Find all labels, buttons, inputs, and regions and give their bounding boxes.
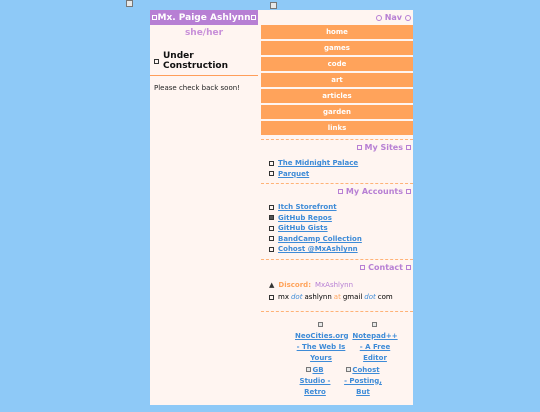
broken-image-icon xyxy=(270,2,277,9)
list-item xyxy=(269,292,413,303)
email-part: ashlynn xyxy=(304,293,332,302)
pronouns: she/her xyxy=(184,28,224,38)
link-parquet[interactable]: Parquet xyxy=(278,169,310,178)
square-icon xyxy=(360,265,365,270)
badge-line xyxy=(351,320,399,342)
square-icon xyxy=(269,295,274,300)
contact-title xyxy=(261,263,411,272)
list-item xyxy=(269,234,413,245)
badge-line xyxy=(341,365,385,376)
badge-line-text: GB xyxy=(312,365,324,374)
email-part: dot xyxy=(364,293,376,302)
email-part: mx xyxy=(278,293,289,302)
nav-links[interactable]: links xyxy=(261,121,413,135)
badge-line-text: Studio - xyxy=(299,376,331,385)
profile-name: Mx. Paige Ashlynn xyxy=(157,12,251,23)
badge-line-text: - The Web Is xyxy=(296,342,346,351)
nav-art[interactable]: art xyxy=(261,73,413,87)
link-bandcamp[interactable]: BandCamp Collection xyxy=(278,234,362,243)
list-item xyxy=(269,169,413,180)
badge-notepad[interactable] xyxy=(351,320,399,364)
sites-title xyxy=(261,143,411,152)
nav-code[interactable]: code xyxy=(261,57,413,71)
sites-section xyxy=(261,139,413,179)
badge-line-text: - A Free xyxy=(359,342,391,351)
badge-line-text: Editor xyxy=(363,353,387,362)
accounts-list xyxy=(269,202,413,255)
nav-games[interactable]: games xyxy=(261,41,413,55)
list-item xyxy=(269,213,413,224)
badge-line xyxy=(295,365,335,376)
broken-image-icon xyxy=(126,0,133,7)
badges-grid xyxy=(261,312,413,412)
square-icon xyxy=(269,205,274,210)
badge-cohost[interactable] xyxy=(341,365,385,398)
plus-circle-icon xyxy=(405,15,411,21)
nav-menu xyxy=(261,25,413,135)
link-midnight-palace[interactable]: The Midnight Palace xyxy=(278,159,359,168)
square-icon xyxy=(251,15,256,20)
badge-line-text: - Posting, xyxy=(344,376,382,385)
square-icon xyxy=(269,226,274,231)
github-icon xyxy=(269,215,274,220)
main-heading-text: Under Construction xyxy=(163,51,229,71)
square-icon xyxy=(357,145,362,150)
list-item xyxy=(269,223,413,234)
badge-line-text: Retro xyxy=(304,387,326,396)
badge-line-text: Notepad++ xyxy=(352,331,398,340)
badge-line-text: But xyxy=(356,387,370,396)
badge-line xyxy=(295,320,347,342)
email-part: gmail xyxy=(342,293,363,302)
square-icon xyxy=(269,247,274,252)
link-github-repos[interactable]: GitHub Repos xyxy=(278,213,332,222)
badges-section xyxy=(261,311,413,412)
contact-section xyxy=(261,259,413,303)
email-part: at xyxy=(333,293,341,302)
nav-header xyxy=(261,10,413,25)
list-item xyxy=(269,280,413,291)
square-icon xyxy=(269,236,274,241)
accounts-title-text: My Accounts xyxy=(345,187,403,196)
square-icon xyxy=(406,265,411,270)
broken-image-icon xyxy=(306,367,311,372)
badge-line-text: Cohost xyxy=(352,365,380,374)
square-icon xyxy=(406,145,411,150)
main-message: Please check back soon! xyxy=(154,84,240,92)
badge-line-text: NeoCities.org xyxy=(295,331,349,340)
nav-home[interactable]: home xyxy=(261,25,413,39)
badge-gb-studio[interactable] xyxy=(295,365,335,398)
sites-list xyxy=(269,158,413,179)
discord-label: Discord: xyxy=(278,280,311,289)
link-cohost[interactable]: Cohost @MxAshlynn xyxy=(278,245,358,254)
nav-garden[interactable]: garden xyxy=(261,105,413,119)
square-icon xyxy=(152,15,157,20)
gamepad-icon: ▲ xyxy=(269,280,275,289)
nav-articles[interactable]: articles xyxy=(261,89,413,103)
square-icon xyxy=(154,59,159,64)
badge-neocities[interactable] xyxy=(295,320,347,364)
square-icon xyxy=(269,171,274,176)
square-icon xyxy=(269,161,274,166)
email-part: dot xyxy=(290,293,303,302)
accounts-section xyxy=(261,183,413,255)
plus-circle-icon xyxy=(376,15,382,21)
right-column xyxy=(261,10,413,405)
page-container xyxy=(150,10,413,405)
link-itch-storefront[interactable]: Itch Storefront xyxy=(278,203,337,212)
nav-title: Nav xyxy=(384,13,402,22)
square-icon xyxy=(338,189,343,194)
profile-name-bar xyxy=(150,10,258,25)
divider xyxy=(150,75,258,76)
list-item xyxy=(269,244,413,255)
list-item xyxy=(269,202,413,213)
broken-image-icon xyxy=(372,322,377,327)
accounts-title xyxy=(261,187,411,196)
discord-handle: MxAshlynn xyxy=(315,280,354,289)
email-part: com xyxy=(377,293,393,302)
broken-image-icon xyxy=(346,367,351,372)
badge-line-text: Yours xyxy=(310,353,332,362)
contact-list xyxy=(269,280,413,303)
list-item xyxy=(269,158,413,169)
broken-image-icon xyxy=(318,322,323,327)
left-column xyxy=(150,10,258,405)
sites-title-text: My Sites xyxy=(364,143,403,152)
square-icon xyxy=(406,189,411,194)
contact-title-text: Contact xyxy=(368,262,403,272)
main-heading xyxy=(154,51,258,71)
link-github-gists[interactable]: GitHub Gists xyxy=(278,224,328,233)
